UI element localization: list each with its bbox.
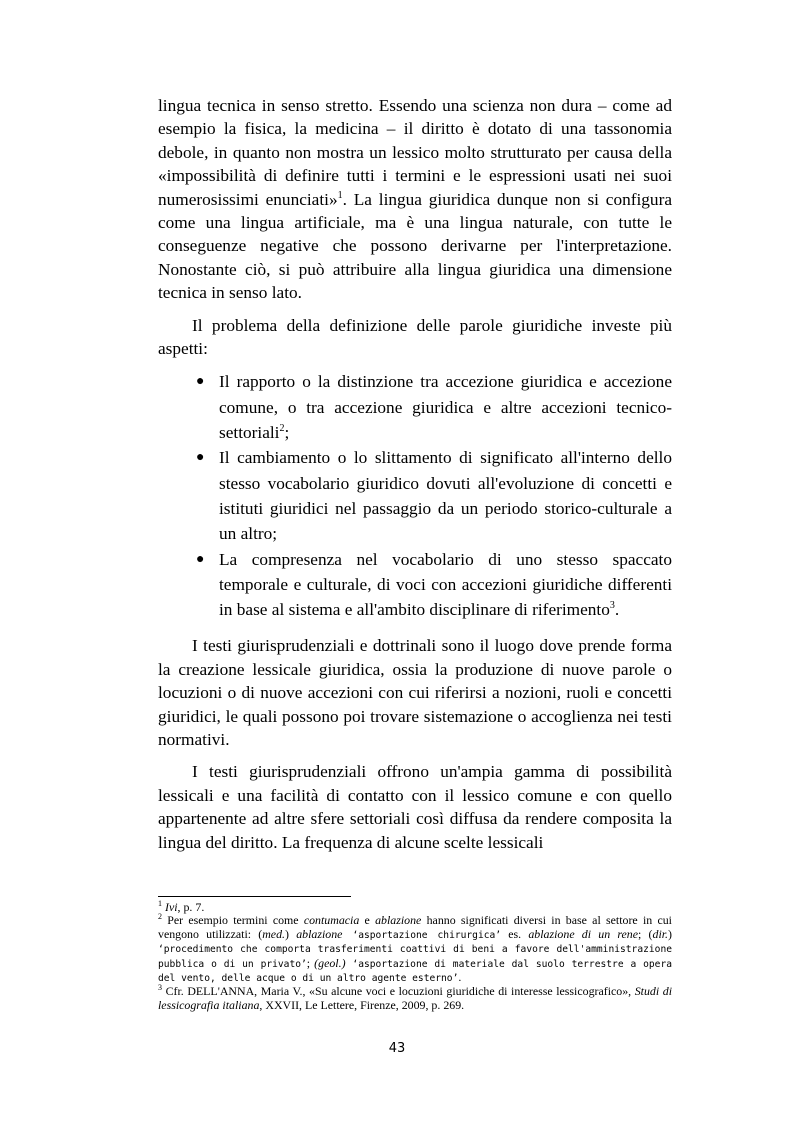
list-item: ● Il rapporto o la distinzione tra accezione giuridica e accezione comune, o tra accezione giuridica e altre accezioni tecnico-settoriali$^2$; [192,369,672,445]
footnote-ref-1[interactable]: 1 [337,189,343,201]
paragraph-4: I testi giurisprudenziali offrono un'ampia gamma di possibilità lessicali e una facilità di contatto con il lessico comune e con quello appartenente ad altre sfere settoriali così diffusa da rendere composita la lingua del diritto. La frequenza di alcune scelte lessicali [158,762,672,852]
bullet-icon: ● [196,551,205,567]
bullet-list [192,369,672,622]
footnote-ref-3[interactable]: 3 [609,600,615,612]
paragraph-1: lingua tecnica in senso stretto. Essendo una scienza non dura – come ad esempio la fisica, la medicina – il diritto è dotato di una tassonomia debole, in quanto non mostra un lessico molto strutturato per causa della «impossibilità di definire tutti i termini e le espressioni usati nei suoi numerosissimi enunciati»$^1$. La lingua giuridica dunque non si configura come una lingua artificiale, ma è una lingua naturale, con tutte le conseguenze negative che possono derivarne per l'interpretazione. Nonostante ciò, si può attribuire alla lingua giuridica una dimensione tecnica in senso lato. [158,96,672,303]
paragraph-2: Il problema della definizione delle parole giuridiche investe più aspetti: [158,315,672,359]
bullet-icon: ● [196,374,205,390]
paragraph-3: I testi giurisprudenziali e dottrinali sono il luogo dove prende forma la creazione lessicale giuridica, ossia la produzione di nuove parole o locuzioni o di nuove accezioni con cui riferirsi a nozioni, ruoli e concetti giuridici, le quali possono poi trovare sistemazione o accoglienza nei testi normativi. [158,636,672,750]
footnote-divider [158,896,351,897]
list-item: ● Il cambiamento o lo slittamento di significato all'interno dello stesso vocabolario giuridico dovuti all'evoluzione di concetti e istituti giuridici nel passaggio da un periodo storico-culturale a un altro; [192,445,672,546]
footnotes [158,901,672,1012]
footnote-3: $^3$ Cfr. DELL'ANNA, Maria V., «Su alcune voci e locuzioni giuridiche di interesse lessicografico», Studi di lessicografia italiana, XXVII, Le Lettere, Firenze, 2009, p. 269. [158,983,672,1012]
footnote-2: $^2$ Per esempio termini come contumacia e ablazione hanno significati diversi in base al settore in cui vengono utilizzati: (med.) ablazione ‘asportazione chirurgica’ es. ablazione di un rene; (dir.) ‘procedimento che comporta trasferimenti coattivi di beni a favore dell'amministrazione pubblica o di un privato’; (geol.) ‘asportazione di materiale dal suolo terrestre a opera del vento, delle acque o di un altro agente esterno’. [158,912,672,985]
footnote-1: $^1$ Ivi, p. 7. [158,899,205,914]
main-text [158,94,672,854]
list-item: ● La compresenza nel vocabolario di uno stesso spaccato temporale e culturale, di voci con accezioni giuridiche differenti in base al sistema e all'ambito disciplinare di riferimento$^3$. [192,547,672,623]
footnote-ref-2[interactable]: 2 [279,423,285,435]
page-number: 43 [388,1041,406,1056]
bullet-icon: ● [196,450,205,466]
